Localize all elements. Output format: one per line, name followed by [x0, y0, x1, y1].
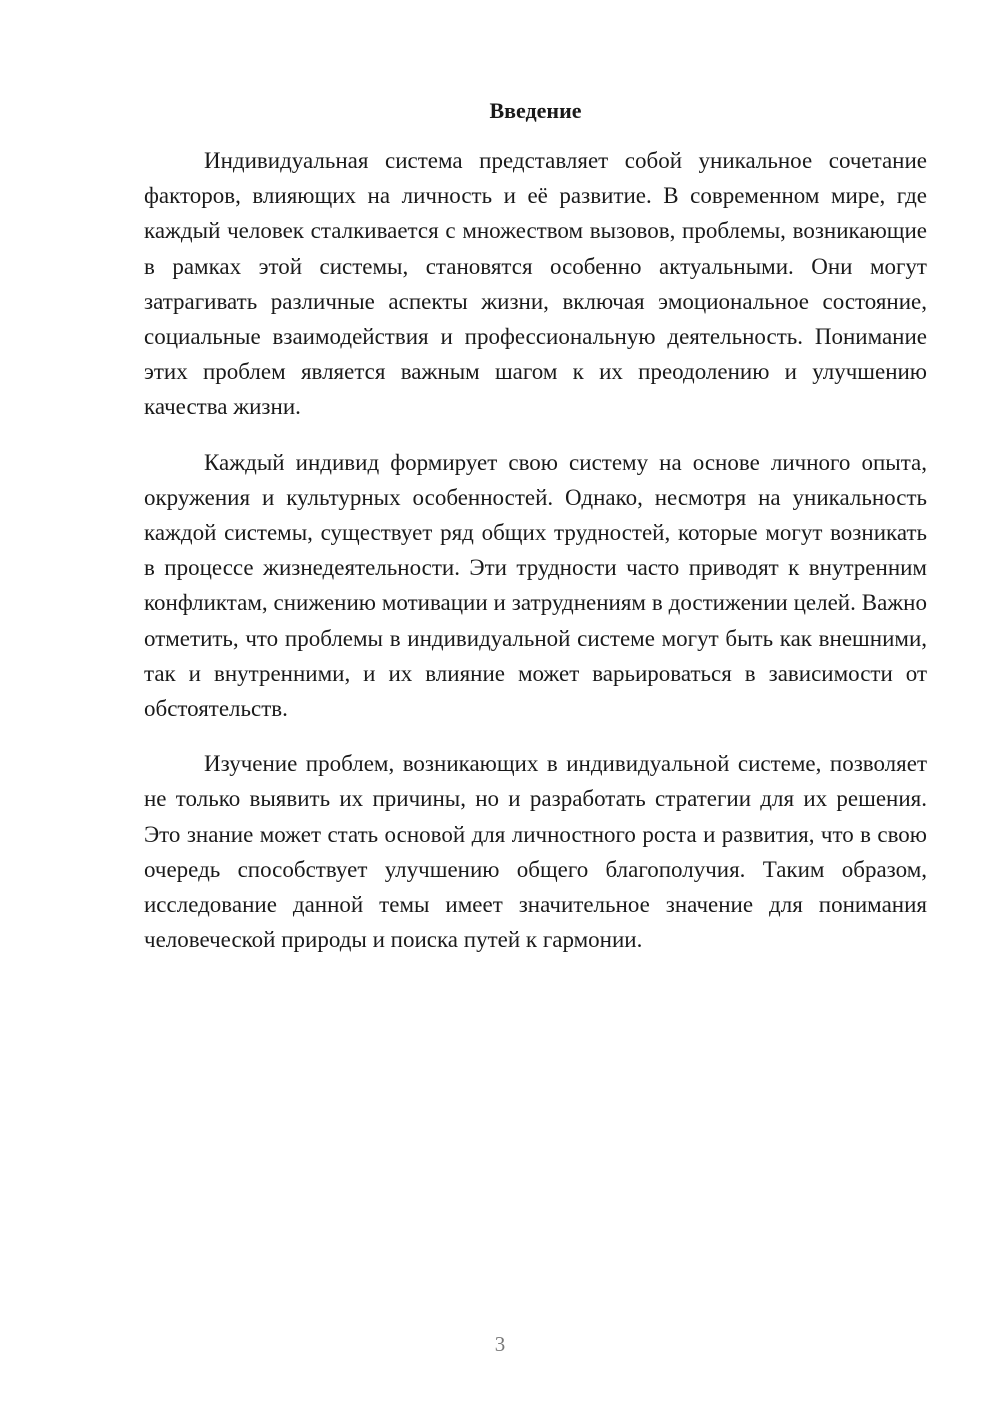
document-body [144, 143, 927, 977]
page-title: Введение [489, 98, 582, 123]
paragraph-3: Изучение проблем, возникающих в индивидуальной системе, позволяет не только выявить их причины, но и разработать стратегии для их решения. Это знание может стать основой для личностного роста и развития, что в свою очередь способствует улучшению общего благополучия. Таким образом, исследование данной темы имеет значительное значение для понимания человеческой природы и поиска путей к гармонии. [144, 751, 927, 953]
page-number: 3 [494, 1332, 506, 1356]
paragraph-2: Каждый индивид формирует свою систему на основе личного опыта, окружения и культурных особенностей. Однако, несмотря на уникальность каждой системы, существует ряд общих трудностей, которые могут возникать в процессе жизнедеятельности. Эти трудности часто приводят к внутренним конфликтам, снижению мотивации и затруднениям в достижении целей. Важно отметить, что проблемы в индивидуальной системе могут быть как внешними, так и внутренними, и их влияние может варьироваться в зависимости от обстоятельств. [144, 449, 927, 722]
paragraph-1: Индивидуальная система представляет собой уникальное сочетание факторов, влияющих на личность и её развитие. В современном мире, где каждый человек сталкивается с множеством вызовов, проблемы, возникающие в рамках этой системы, становятся особенно актуальными. Они могут затрагивать различные аспекты жизни, включая эмоциональное состояние, социальные взаимодействия и профессиональную деятельность. Понимание этих проблем является важным шагом к их преодолению и улучшению качества жизни. [144, 148, 927, 420]
